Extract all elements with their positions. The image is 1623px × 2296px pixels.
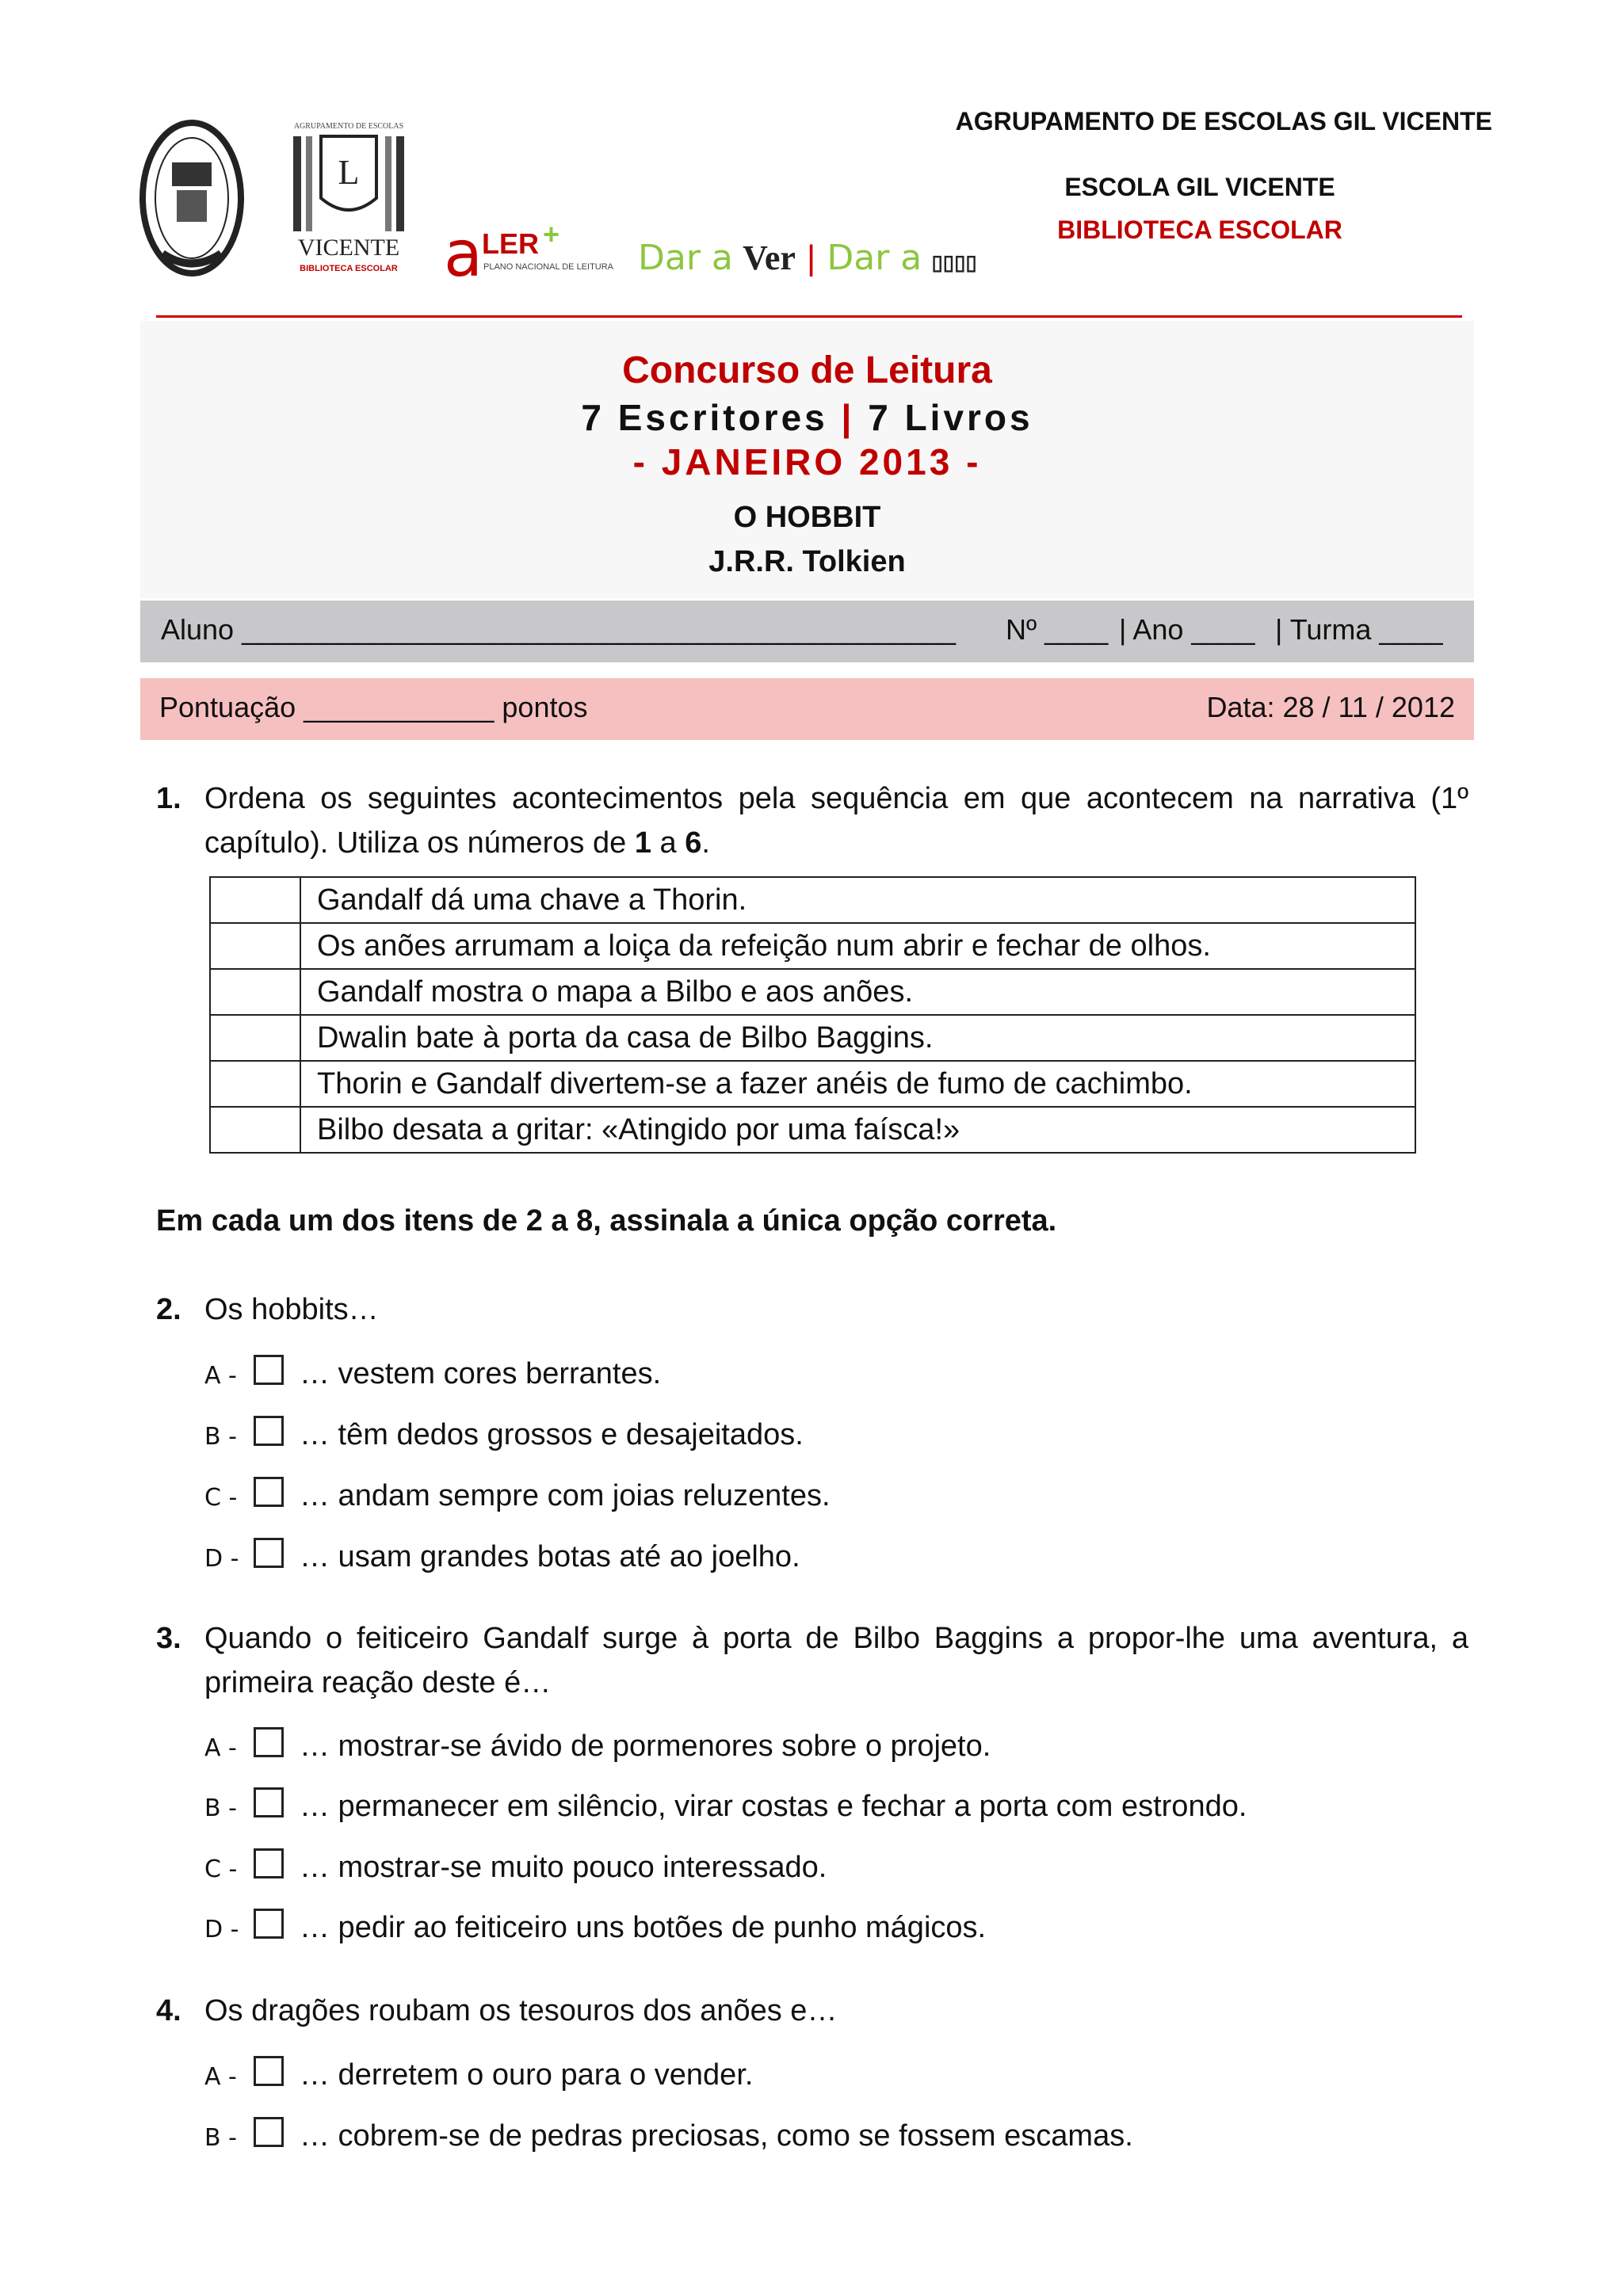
option-letter: C -: [204, 1484, 238, 1512]
q4-text: Os dragões roubam os tesouros dos anões e…: [204, 1994, 838, 2027]
slogan-ver: Ver: [743, 238, 796, 277]
option-letter: B -: [204, 1794, 237, 1822]
table-row: [210, 1015, 1415, 1061]
slogan-sep: |: [806, 238, 816, 277]
score-bar: [140, 678, 1474, 740]
checkbox[interactable]: [254, 1909, 284, 1939]
event-text: Gandalf dá uma chave a Thorin.: [300, 877, 1415, 923]
option-text: … derretem o ouro para o vender.: [300, 2058, 754, 2092]
option-text: … têm dedos grossos e desajeitados.: [300, 1418, 804, 1451]
contest-month: - JANEIRO 2013 -: [632, 441, 982, 482]
svg-text:a: a: [444, 217, 483, 291]
student-number-field[interactable]: Nº ____: [1006, 613, 1109, 646]
logo-school-name: VICENTE: [297, 235, 400, 261]
order-cell[interactable]: [210, 1015, 300, 1061]
q2-option-a: [204, 1355, 661, 1391]
q3-option-b: [204, 1787, 1247, 1824]
option-text: … cobrem-se de pedras preciosas, como se fossem escamas.: [300, 2119, 1133, 2153]
q1-n6: 6: [685, 826, 702, 860]
test-date: Data: 28 / 11 / 2012: [1206, 691, 1455, 723]
q1-end: .: [701, 826, 710, 860]
q3-option-d: [204, 1909, 986, 1945]
student-info-bar: [140, 601, 1474, 662]
event-text: Os anões arrumam a loiça da refeição num abrir e fechar de olhos.: [300, 923, 1415, 969]
option-letter: A -: [204, 1734, 237, 1762]
option-letter: B -: [204, 2124, 237, 2152]
q3-text: Quando o feiticeiro Gandalf surge à porta de Bilbo Baggins a propor-lhe uma aventura, a primeira reação deste é…: [204, 1622, 1468, 1699]
q2-number: 2.: [156, 1293, 181, 1326]
q3-option-c: [204, 1848, 827, 1885]
order-cell[interactable]: [210, 1107, 300, 1153]
q4-number: 4.: [156, 1994, 181, 2027]
checkbox[interactable]: [254, 1416, 284, 1446]
q4-option-a: [204, 2056, 753, 2092]
svg-text:LER: LER: [482, 227, 539, 260]
option-letter: D -: [204, 1916, 239, 1943]
logo-school-sub: BIBLIOTECA ESCOLAR: [300, 264, 398, 273]
school-logo: [285, 119, 412, 277]
table-row: [210, 923, 1415, 969]
checkbox[interactable]: [254, 1477, 284, 1507]
table-row: [210, 1061, 1415, 1107]
table-row: [210, 1107, 1415, 1153]
student-name-field[interactable]: Aluno _____________________________________________: [161, 613, 957, 646]
student-class-field[interactable]: | Turma ____: [1275, 613, 1443, 646]
books: 7 Livros: [868, 397, 1033, 438]
order-cell[interactable]: [210, 969, 300, 1015]
svg-text:L: L: [338, 153, 360, 192]
instruction: Em cada um dos itens de 2 a 8, assinala a única opção correta.: [156, 1204, 1057, 1238]
slogan-a: Dar a: [638, 238, 733, 278]
q1-text-a: Ordena os seguintes acontecimentos pela sequência em que acontecem na narrativa (1º capítulo). Utiliza os números de: [204, 782, 1468, 860]
order-cell[interactable]: [210, 1061, 300, 1107]
checkbox[interactable]: [254, 1787, 284, 1817]
events-table: [209, 876, 1416, 1154]
book-author: J.R.R. Tolkien: [708, 545, 906, 578]
table-row: [210, 969, 1415, 1015]
q2-option-c: [204, 1477, 831, 1513]
slogan-end: ▯▯▯▯: [931, 251, 977, 274]
option-letter: B -: [204, 1423, 237, 1451]
library-name: BIBLIOTECA ESCOLAR: [1057, 215, 1342, 244]
checkbox[interactable]: [254, 2056, 284, 2086]
svg-text:+: +: [543, 218, 560, 250]
option-text: … permanecer em silêncio, virar costas e fechar a porta com estrondo.: [300, 1790, 1247, 1823]
aler-sub: PLANO NACIONAL DE LEITURA: [483, 262, 614, 272]
q1-and: a: [651, 826, 685, 860]
student-year-field[interactable]: | Ano ____: [1119, 613, 1255, 646]
q1-text: [204, 776, 1468, 865]
school-seal-logo: [139, 119, 246, 277]
order-cell[interactable]: [210, 877, 300, 923]
slogan: [638, 238, 977, 278]
q3-number: 3.: [156, 1622, 181, 1655]
header-divider: [156, 315, 1462, 318]
q2-text: Os hobbits…: [204, 1293, 379, 1326]
q2-option-b: [204, 1416, 804, 1452]
option-text: … pedir ao feiticeiro uns botões de punho mágicos.: [300, 1911, 987, 1944]
group-name: AGRUPAMENTO DE ESCOLAS GIL VICENTE: [955, 107, 1492, 135]
option-text: … usam grandes botas até ao joelho.: [300, 1540, 800, 1573]
q1-number: 1.: [156, 782, 181, 815]
event-text: Bilbo desata a gritar: «Atingido por uma faísca!»: [300, 1107, 1415, 1153]
option-text: … andam sempre com joias reluzentes.: [300, 1479, 831, 1512]
table-row: [210, 877, 1415, 923]
q2-option-d: [204, 1538, 800, 1574]
slogan-b: Dar a: [827, 238, 922, 278]
option-letter: C -: [204, 1855, 238, 1883]
q4-option-b: [204, 2117, 1133, 2153]
contest-title: Concurso de Leitura: [622, 349, 992, 391]
event-text: Dwalin bate à porta da casa de Bilbo Baggins.: [300, 1015, 1415, 1061]
option-text: … mostrar-se muito pouco interessado.: [300, 1851, 827, 1884]
aler-logo: [444, 214, 614, 291]
option-letter: A -: [204, 2063, 237, 2091]
checkbox[interactable]: [254, 1727, 284, 1757]
checkbox[interactable]: [254, 1848, 284, 1878]
title-sep: |: [841, 397, 855, 438]
q3-option-a: [204, 1727, 991, 1764]
checkbox[interactable]: [254, 1355, 284, 1385]
q1-n1: 1: [634, 826, 651, 860]
book-title: O HOBBIT: [733, 501, 881, 534]
school-name: ESCOLA GIL VICENTE: [1064, 173, 1335, 201]
event-text: Thorin e Gandalf divertem-se a fazer anéis de fumo de cachimbo.: [300, 1061, 1415, 1107]
contest-subtitle: [140, 396, 1474, 439]
writers: 7 Escritores: [581, 397, 828, 438]
option-letter: A -: [204, 1362, 237, 1390]
score-field[interactable]: Pontuação ____________ pontos: [159, 691, 588, 723]
checkbox[interactable]: [254, 2117, 284, 2147]
logo-school-top: AGRUPAMENTO DE ESCOLAS: [293, 122, 404, 131]
option-letter: D -: [204, 1545, 239, 1573]
order-cell[interactable]: [210, 923, 300, 969]
checkbox[interactable]: [254, 1538, 284, 1568]
option-text: … vestem cores berrantes.: [300, 1357, 662, 1390]
event-text: Gandalf mostra o mapa a Bilbo e aos anões.: [300, 969, 1415, 1015]
option-text: … mostrar-se ávido de pormenores sobre o projeto.: [300, 1730, 991, 1763]
